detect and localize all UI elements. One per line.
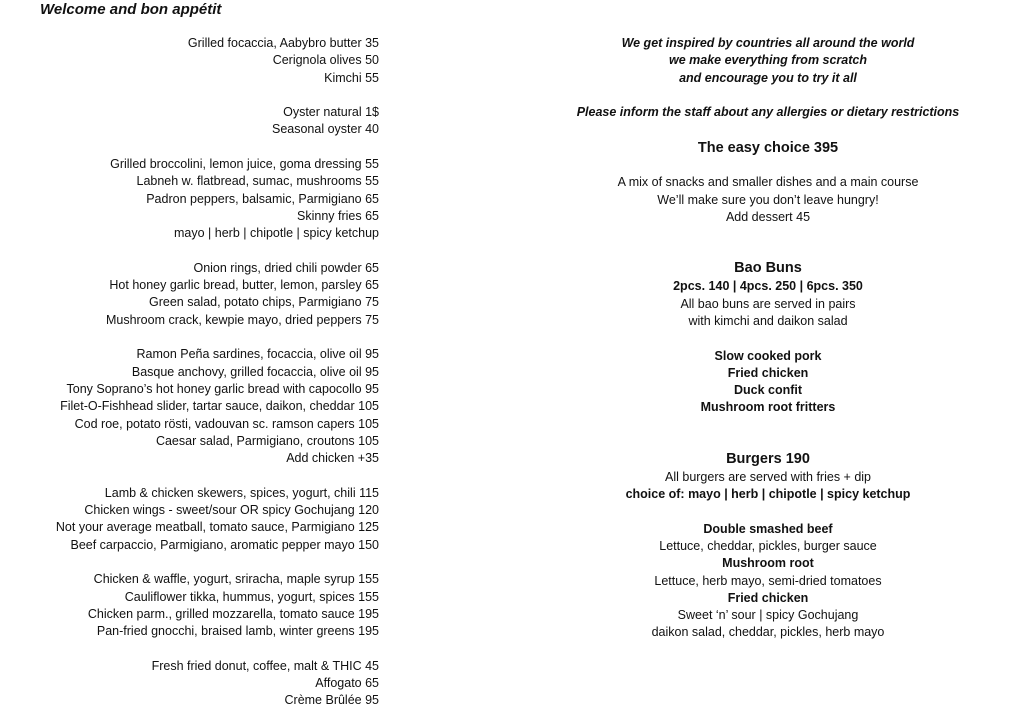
menu-item: Grilled focaccia, Aabybro butter 35 [187,36,379,50]
menu-item: mayo | herb | chipotle | spicy ketchup [174,226,379,241]
easy-choice-title: The easy choice 395 [697,140,839,157]
bao-prices: 2pcs. 140 | 4pcs. 250 | 6pcs. 350 [673,279,863,294]
menu-item: Add chicken +35 [286,451,379,466]
menu-group-sides [0,156,379,242]
menu-item: Cod roe, potato rösti, vadouvan sc. ramson capers 105 [74,416,379,431]
burger-desc: Lettuce, cheddar, pickles, burger sauce [659,538,877,553]
intro-line: We get inspired by countries all around the world [621,36,915,50]
menu-item: Hot honey garlic bread, butter, lemon, parsley 65 [109,278,379,293]
menu-item: Lamb & chicken skewers, spices, yogurt, chili 115 [104,485,379,500]
menu-item: Mushroom crack, kewpie mayo, dried peppers 75 [105,312,379,327]
menu-group-snacks [0,35,379,87]
bao-section [512,258,1024,416]
menu-item: Kimchi 55 [324,70,379,85]
menu-item: Grilled broccolini, lemon juice, goma dressing 55 [110,157,379,172]
menu-item: Caesar salad, Parmigiano, croutons 105 [155,433,379,448]
burgers-title: Burgers 190 [726,450,810,467]
menu-item: Tony Soprano’s hot honey garlic bread with capocollo 95 [66,381,379,396]
bao-item: Fried chicken [727,365,809,380]
menu-item: Crème Brûlée 95 [284,693,379,708]
menu-heading: Welcome and bon appétit [40,1,222,18]
burger-desc: Lettuce, herb mayo, semi-dried tomatoes [654,573,882,588]
easy-choice-line: A mix of snacks and smaller dishes and a main course [617,175,919,190]
menu-item: Padron peppers, balsamic, Parmigiano 65 [146,191,379,206]
menu-item: Oyster natural 1$ [283,105,379,120]
burger-desc: daikon salad, cheddar, pickles, herb mayo [651,625,885,640]
bao-item: Mushroom root fritters [700,400,836,415]
bao-title: Bao Buns [734,260,802,277]
burger-name: Double smashed beef [703,521,833,536]
menu-item: Seasonal oyster 40 [271,122,379,137]
menu-item: Basque anchovy, grilled focaccia, olive oil 95 [131,364,379,379]
easy-choice-line: Add dessert 45 [725,210,811,225]
menu-item: Pan-fried gnocchi, braised lamb, winter greens 195 [96,624,379,639]
menu-item: Filet-O-Fishhead slider, tartar sauce, daikon, cheddar 105 [60,399,379,414]
menu-group-small-plates [0,260,379,329]
menu-item: Affogato 65 [315,675,379,690]
menu-item: Chicken wings - sweet/sour OR spicy Gochujang 120 [84,503,379,518]
menu-item: Labneh w. flatbread, sumac, mushrooms 55 [136,174,379,189]
bao-desc: with kimchi and daikon salad [688,313,848,328]
intro-line: we make everything from scratch [669,53,867,68]
left-menu-column [0,35,379,727]
allergy-notice: Please inform the staff about any allergies or dietary restrictions [576,105,960,120]
intro-block [512,35,1024,87]
menu-group-oysters [0,104,379,139]
right-info-column [512,35,1024,642]
menu-item: Fresh fried donut, coffee, malt & THIC 45 [151,658,379,673]
bao-item: Slow cooked pork [714,348,822,363]
burger-name: Fried chicken [727,590,809,605]
burgers-choice: choice of: mayo | herb | chipotle | spicy ketchup [625,487,911,502]
menu-item: Skinny fries 65 [297,208,379,223]
menu-item: Chicken & waffle, yogurt, sriracha, maple syrup 155 [93,572,379,587]
easy-choice-section [512,138,1024,226]
burgers-section [512,449,1024,642]
menu-group-mains [0,571,379,640]
menu-group-desserts [0,658,379,710]
menu-item: Onion rings, dried chili powder 65 [193,260,379,275]
intro-line: and encourage you to try it all [679,70,857,85]
easy-choice-line: We’ll make sure you don’t leave hungry! [657,192,879,207]
menu-group-meat [0,485,379,554]
menu-group-starters [0,346,379,467]
burger-desc: Sweet ‘n’ sour | spicy Gochujang [677,608,859,623]
bao-item: Duck confit [733,383,803,398]
menu-item: Cerignola olives 50 [272,53,379,68]
menu-item: Beef carpaccio, Parmigiano, aromatic pepper mayo 150 [70,537,379,552]
menu-item: Cauliflower tikka, hummus, yogurt, spices 155 [124,589,379,604]
burger-name: Mushroom root [722,556,814,571]
burgers-served: All burgers are served with fries + dip [665,469,871,484]
menu-item: Not your average meatball, tomato sauce, Parmigiano 125 [55,520,379,535]
menu-item: Chicken parm., grilled mozzarella, tomato sauce 195 [87,606,379,621]
menu-item: Ramon Peña sardines, focaccia, olive oil 95 [136,347,379,362]
bao-desc: All bao buns are served in pairs [680,296,856,311]
menu-item: Green salad, potato chips, Parmigiano 75 [149,295,379,310]
